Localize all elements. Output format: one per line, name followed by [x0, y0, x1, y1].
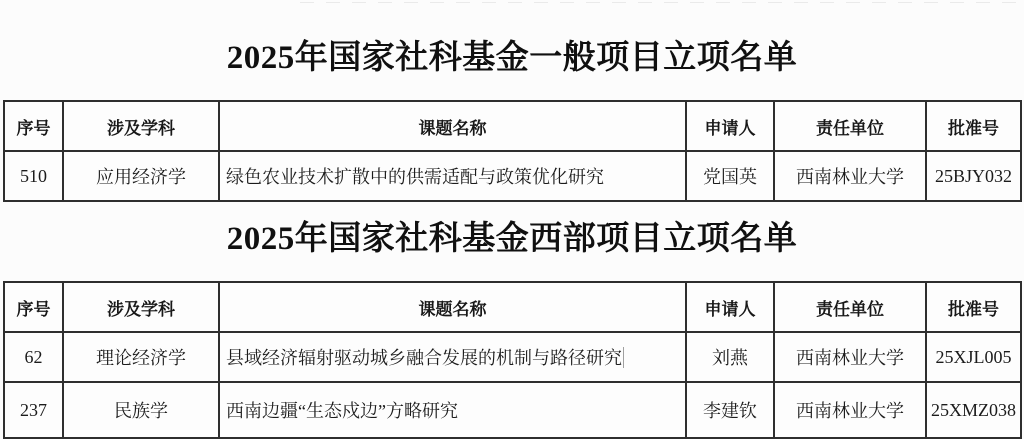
- cell-approval-no: 25XMZ038: [926, 382, 1021, 438]
- header-discipline: 涉及学科: [63, 282, 219, 332]
- header-seq: 序号: [4, 282, 63, 332]
- header-approval-no: 批准号: [926, 101, 1021, 151]
- cell-seq: 237: [4, 382, 63, 438]
- cell-discipline: 理论经济学: [63, 332, 219, 382]
- header-organization: 责任单位: [774, 282, 926, 332]
- cell-seq: 510: [4, 151, 63, 201]
- header-topic: 课题名称: [219, 101, 686, 151]
- cell-topic: [219, 332, 686, 382]
- header-discipline: 涉及学科: [63, 101, 219, 151]
- cell-discipline: 民族学: [63, 382, 219, 438]
- cell-approval-no: 25BJY032: [926, 151, 1021, 201]
- cell-topic: 绿色农业技术扩散中的供需适配与政策优化研究: [219, 151, 686, 201]
- cell-discipline: 应用经济学: [63, 151, 219, 201]
- crop-artifact-line: [300, 2, 1024, 3]
- header-applicant: 申请人: [686, 101, 774, 151]
- cell-topic-text: 县域经济辐射驱动城乡融合发展的机制与路径研究: [226, 348, 622, 369]
- table-row: [4, 382, 1021, 438]
- cell-organization: 西南林业大学: [774, 382, 926, 438]
- cell-organization: 西南林业大学: [774, 332, 926, 382]
- cell-approval-no: 25XJL005: [926, 332, 1021, 382]
- cell-applicant: 李建钦: [686, 382, 774, 438]
- header-approval-no: 批准号: [926, 282, 1021, 332]
- cell-seq: 62: [4, 332, 63, 382]
- text-cursor-artifact: [623, 347, 624, 368]
- header-topic: 课题名称: [219, 282, 686, 332]
- cell-topic: 西南边疆“生态戍边”方略研究: [219, 382, 686, 438]
- cell-applicant: 刘燕: [686, 332, 774, 382]
- cell-organization: 西南林业大学: [774, 151, 926, 201]
- general-projects-table: [3, 100, 1022, 202]
- table-row: [4, 151, 1021, 201]
- header-seq: 序号: [4, 101, 63, 151]
- header-organization: 责任单位: [774, 101, 926, 151]
- table-header-row: [4, 101, 1021, 151]
- header-applicant: 申请人: [686, 282, 774, 332]
- western-projects-title: 2025年国家社科基金西部项目立项名单: [226, 221, 798, 258]
- table-row: [4, 332, 1021, 382]
- table-header-row: [4, 282, 1021, 332]
- general-projects-title: 2025年国家社科基金一般项目立项名单: [226, 40, 798, 77]
- western-projects-table: [3, 281, 1022, 439]
- cell-applicant: 党国英: [686, 151, 774, 201]
